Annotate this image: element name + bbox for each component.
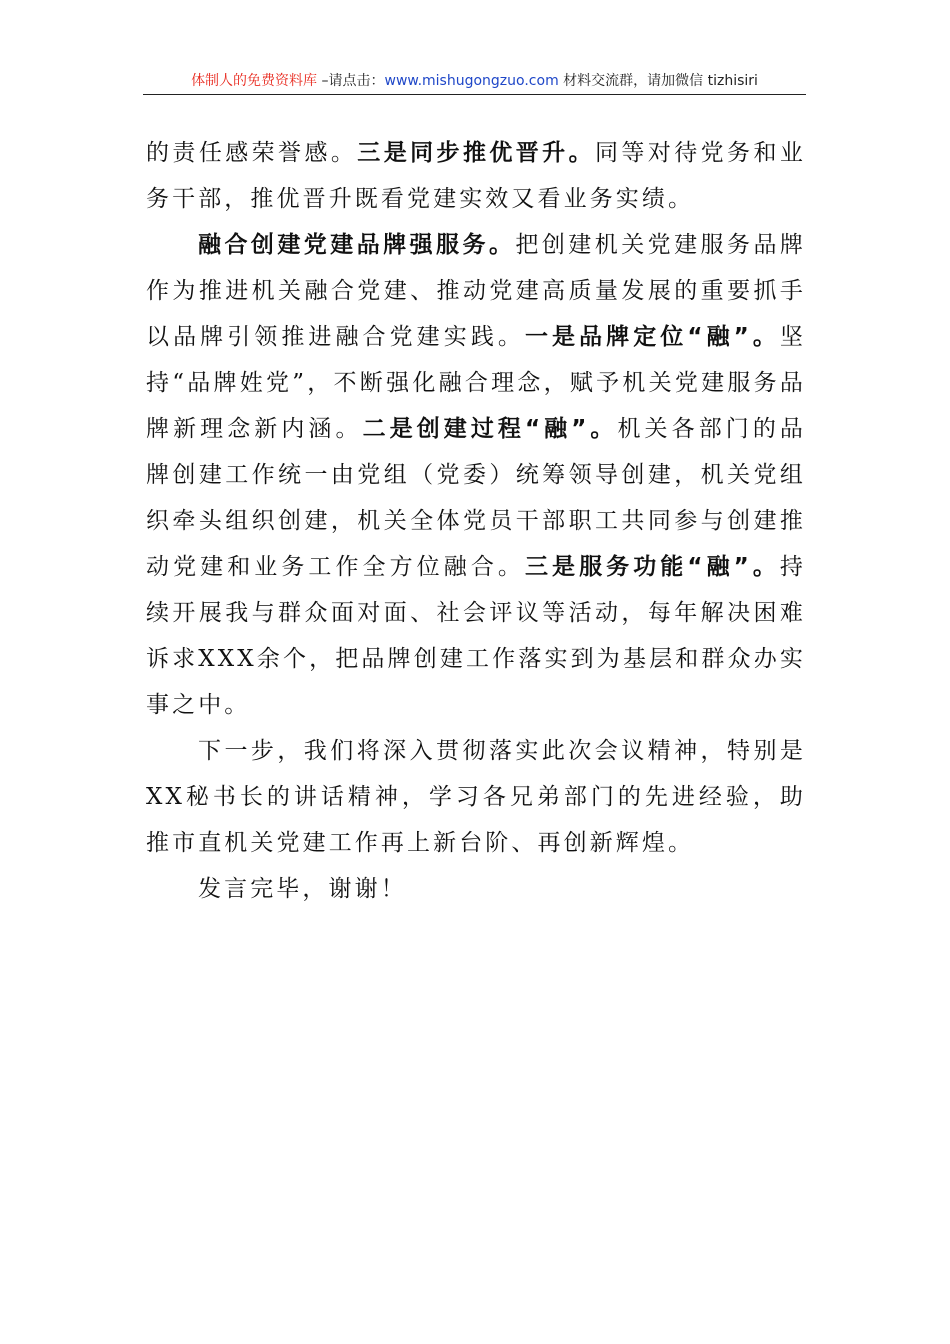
- header-url-link[interactable]: www.mishugongzuo.com: [384, 73, 559, 89]
- paragraph-1: [146, 130, 806, 222]
- paragraph-2: [146, 222, 806, 728]
- text-run: 坚持“品牌姓党”，不断强化融合理念，赋予机关党建服务品牌新理念新内涵。: [146, 324, 806, 442]
- bold-heading-run: 三是服务功能“融”。: [524, 554, 780, 580]
- bold-heading-run: 二是创建过程“融”。: [362, 416, 618, 442]
- bold-heading-run: 一是品牌定位“融”。: [524, 324, 780, 350]
- paragraph-3: [146, 728, 806, 866]
- header-wechat-note: 材料交流群，请加微信 tizhisiri: [558, 73, 758, 89]
- header-site-name: 体制人的免费资料库: [191, 73, 318, 89]
- paragraph-4: [146, 866, 806, 912]
- text-run: 的责任感荣誉感。: [146, 140, 358, 166]
- text-run: 机关各部门的品牌创建工作统一由党组（党委）统筹领导创建，机关党组织牵头组织创建，机关全体党员干部职工共同参与创建推动党建和业务工作全方位融合。: [146, 416, 806, 580]
- header-click-prompt: –请点击：: [317, 73, 385, 89]
- section-heading: 融合创建党建品牌强服务。: [198, 232, 516, 258]
- text-run: 同等对待党务和业务干部，推优晋升既看党建实效又看业务实绩。: [146, 140, 806, 212]
- page-header: [143, 68, 806, 95]
- text-run: 把创建机关党建服务品牌作为推进机关融合党建、推动党建高质量发展的重要抓手以品牌引领推进融合党建实践。: [146, 232, 807, 350]
- text-run: 发言完毕，谢谢！: [198, 876, 407, 902]
- bold-heading-run: 三是同步推优晋升。: [357, 140, 595, 166]
- text-run: 下一步，我们将深入贯彻落实此次会议精神，特别是XX秘书长的讲话精神，学习各兄弟部门的先进经验，助推市直机关党建工作再上新台阶、再创新辉煌。: [146, 738, 806, 856]
- text-run: 持续开展我与群众面对面、社会评议等活动，每年解决困难诉求XXX余个，把品牌创建工作落实到为基层和群众办实事之中。: [146, 554, 806, 718]
- document-body: [146, 130, 806, 912]
